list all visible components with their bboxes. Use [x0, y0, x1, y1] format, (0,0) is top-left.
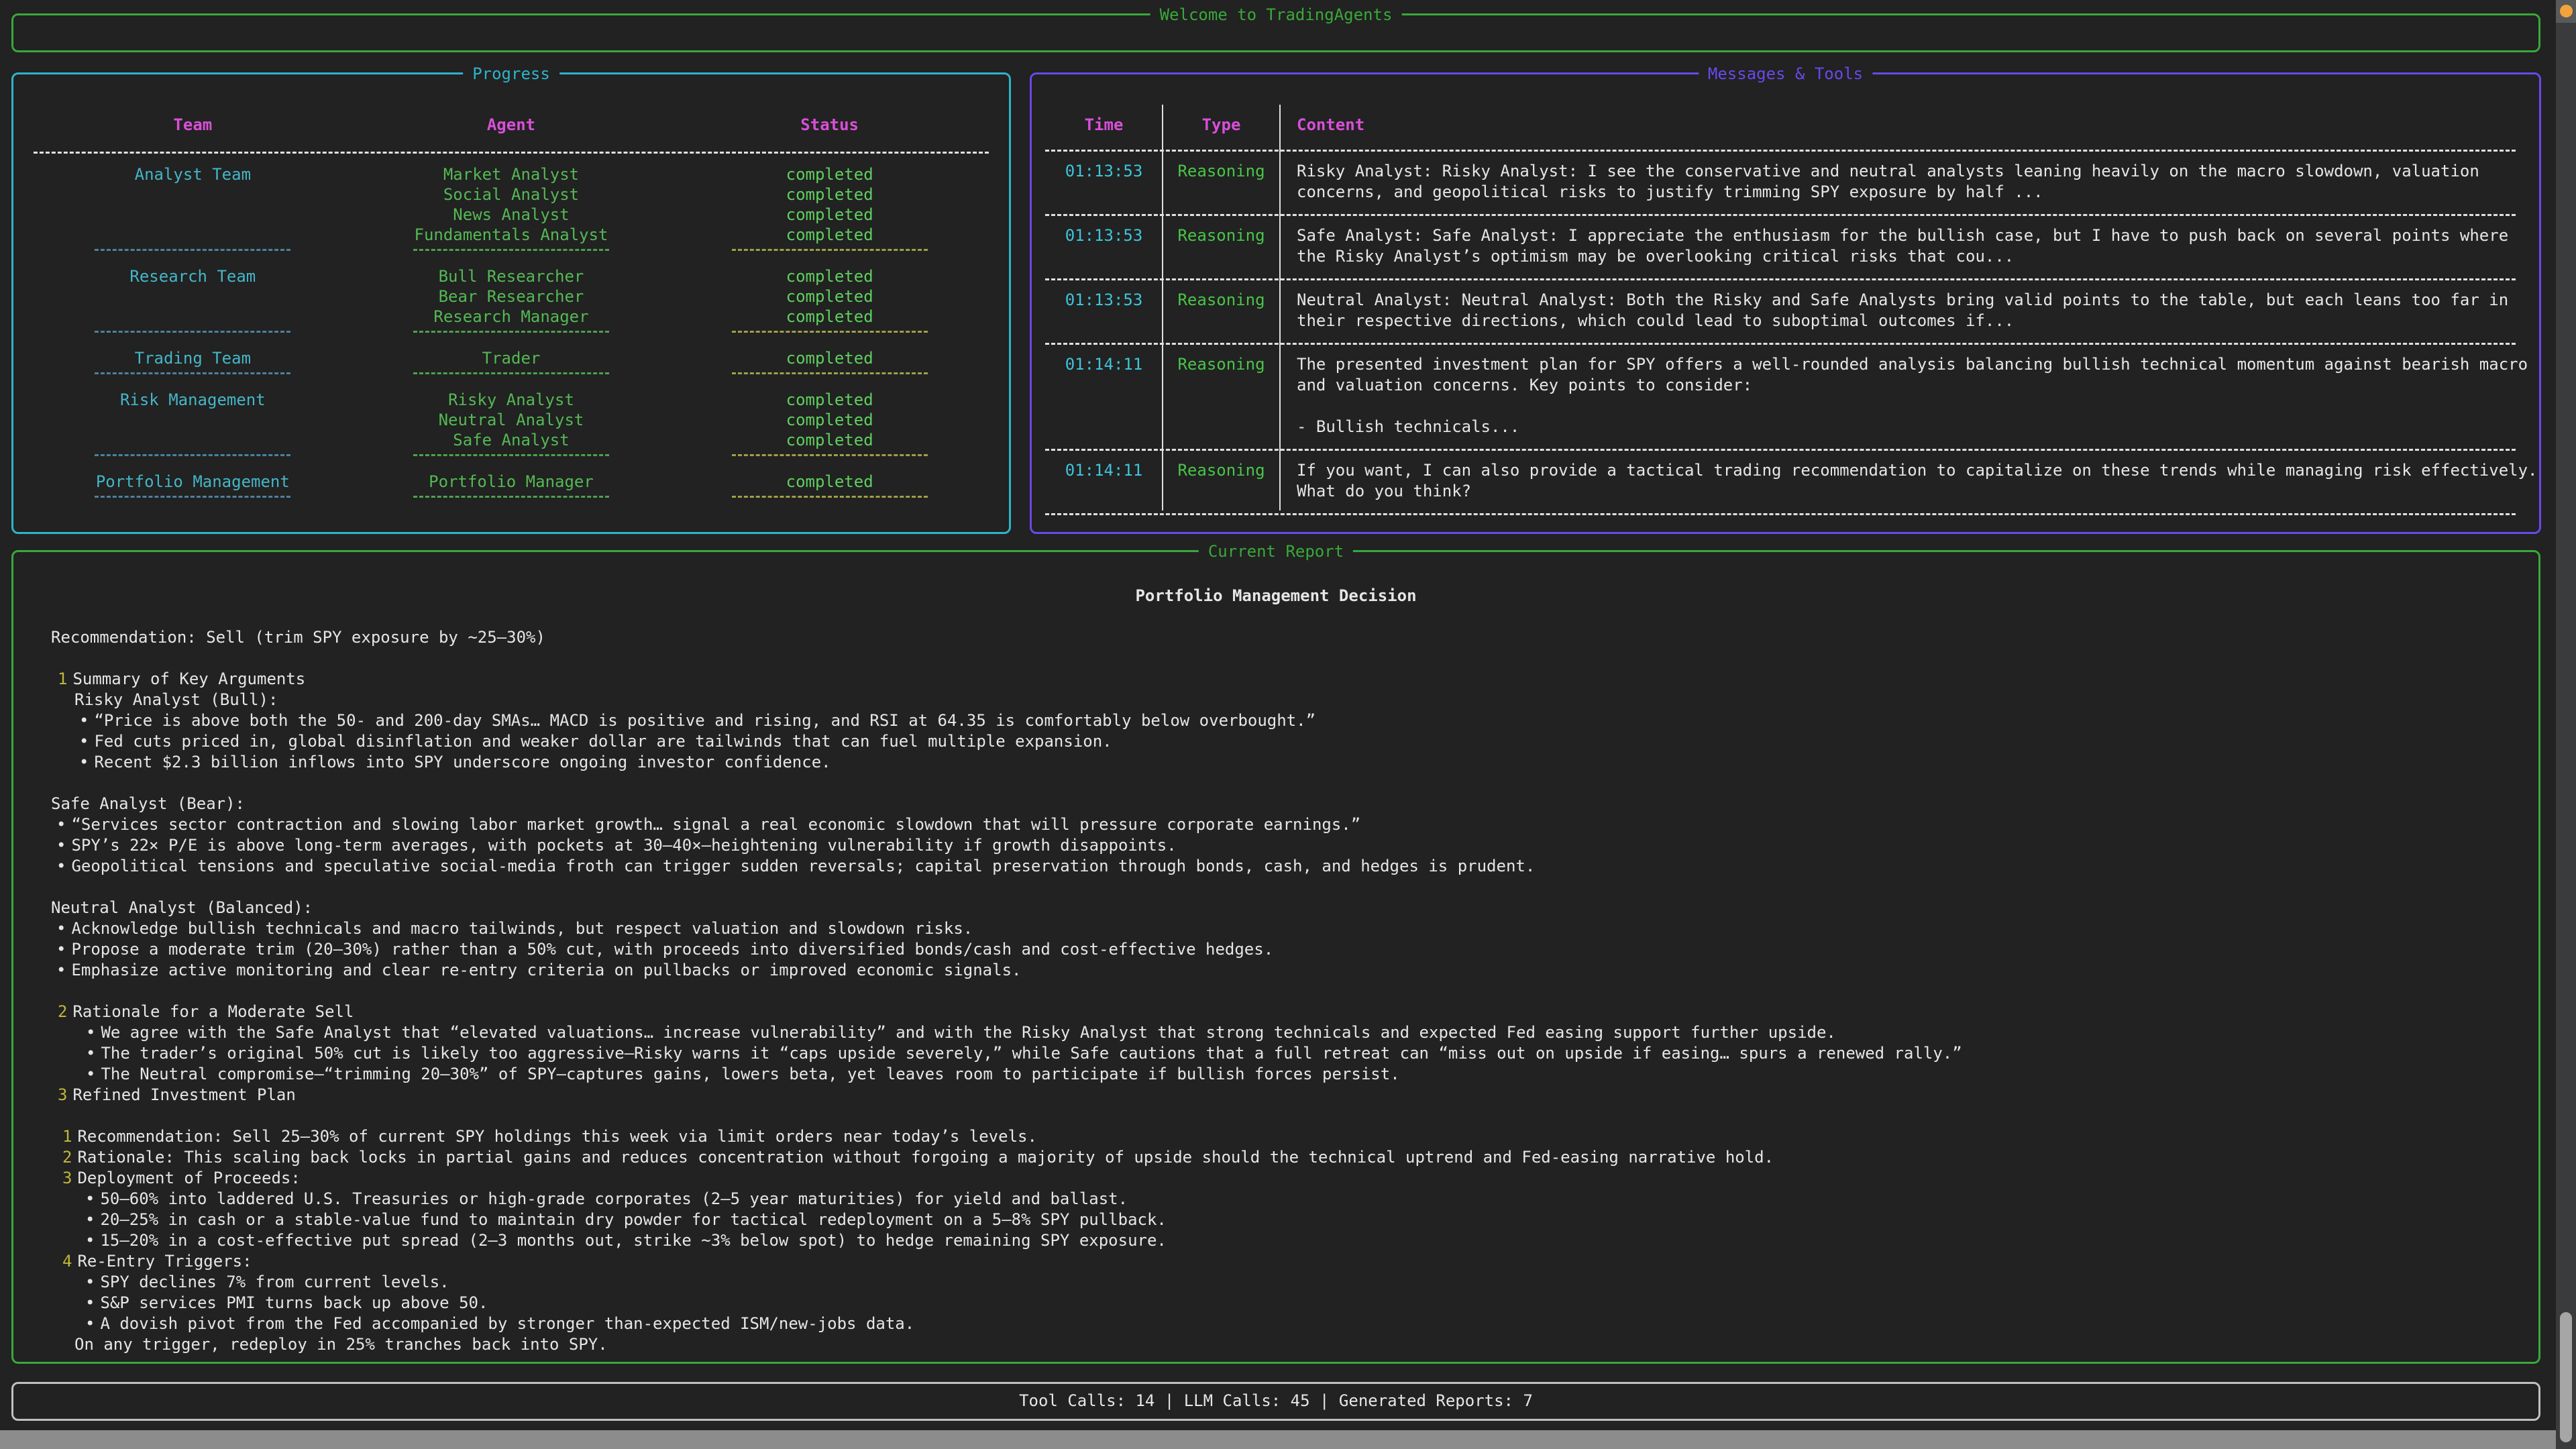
report-line-text: S&P services PMI turns back up above 50.	[100, 1293, 488, 1312]
bullet-icon: •	[85, 1231, 95, 1250]
separator-line	[413, 454, 609, 456]
desktop-edge	[0, 1430, 2556, 1449]
progress-agent-cell: Research Manager	[433, 307, 589, 326]
report-line-text: 50–60% into laddered U.S. Treasuries or high-grade corporates (2–5 year maturities) for yield and ballast.	[100, 1189, 1128, 1208]
progress-row	[34, 430, 989, 450]
bullet-icon: •	[85, 1189, 95, 1208]
progress-separator-cell	[670, 368, 989, 390]
messages-panel	[1030, 64, 2541, 534]
message-type: Reasoning	[1177, 226, 1265, 245]
progress-status-cell: completed	[786, 225, 873, 244]
notification-dot-icon	[2560, 5, 2573, 17]
progress-separator-cell	[352, 492, 671, 513]
list-number: 3	[58, 1085, 68, 1104]
messages-header-row	[1045, 115, 2516, 152]
message-content-line: If you want, I can also provide a tactical trading recommendation to capitalize on these trends while managing risk effectively.	[1297, 461, 2538, 480]
report-blank-line	[51, 877, 2501, 898]
report-line	[51, 1293, 2501, 1313]
report-line	[51, 752, 2501, 773]
progress-status-cell: completed	[786, 431, 873, 449]
message-type: Reasoning	[1177, 162, 1265, 180]
report-line-text: “Services sector contraction and slowing labor market growth… signal a real economic slowdown that will pressure corporate earnings.”	[71, 815, 1361, 834]
progress-separator-cell	[34, 450, 352, 472]
report-line-text: Emphasize active monitoring and clear re-entry criteria on pullbacks or improved economic signals.	[71, 961, 1022, 979]
report-line-text: “Price is above both the 50- and 200-day SMAs… MACD is positive and rising, and RSI at 64.35 is comfortably below overbought.”	[94, 711, 1316, 730]
report-line	[51, 690, 2501, 710]
message-type: Reasoning	[1177, 461, 1265, 480]
report-line-text: Re-Entry Triggers:	[77, 1252, 252, 1271]
report-panel	[11, 542, 2540, 1364]
message-time: 01:13:53	[1065, 290, 1143, 309]
report-line	[51, 794, 2501, 814]
separator-line	[413, 249, 609, 251]
progress-agent-cell: Social Analyst	[443, 185, 580, 204]
message-time: 01:14:11	[1065, 461, 1143, 480]
separator-line	[95, 331, 290, 333]
report-line-text: Safe Analyst (Bear):	[51, 794, 245, 813]
progress-separator-cell	[352, 450, 671, 472]
report-line	[51, 1085, 2501, 1106]
progress-agent-cell: Bear Researcher	[438, 287, 584, 306]
report-line	[51, 1147, 2501, 1168]
report-line	[51, 1210, 2501, 1230]
progress-team-cell: Portfolio Management	[95, 472, 290, 491]
progress-separator-cell	[34, 368, 352, 390]
progress-row	[34, 184, 989, 205]
bullet-icon: •	[56, 919, 66, 938]
progress-agent-cell: Neutral Analyst	[438, 411, 584, 429]
progress-col-header-team: Team	[173, 115, 213, 134]
message-content-line: Neutral Analyst: Neutral Analyst: Both the Risky and Safe Analysts bring valid points to the table, but each leans too far in	[1297, 290, 2509, 309]
bullet-icon: •	[56, 815, 66, 834]
report-line	[51, 856, 2501, 877]
report-line	[51, 1168, 2501, 1189]
report-line	[51, 1272, 2501, 1293]
progress-separator-cell	[34, 492, 352, 513]
progress-table	[34, 115, 989, 513]
message-type: Reasoning	[1177, 355, 1265, 374]
report-line	[51, 939, 2501, 960]
report-line-text: Recent $2.3 billion inflows into SPY underscore ongoing investor confidence.	[94, 753, 831, 771]
report-line	[51, 835, 2501, 856]
bullet-icon: •	[79, 711, 89, 730]
message-time: 01:13:53	[1065, 162, 1143, 180]
bullet-icon: •	[86, 1044, 96, 1063]
message-content	[1280, 290, 2516, 331]
progress-row	[34, 225, 989, 245]
report-line-text: The Neutral compromise—“trimming 20–30%” of SPY—captures gains, lowers beta, yet leaves room to participate if bullish forces persist.	[101, 1065, 1400, 1083]
progress-agent-cell: Portfolio Manager	[429, 472, 594, 491]
message-row	[1045, 152, 2516, 216]
bullet-icon: •	[85, 1273, 95, 1291]
report-line	[51, 918, 2501, 939]
list-number: 2	[62, 1148, 72, 1167]
report-line-text: A dovish pivot from the Fed accompanied by stronger than-expected ISM/new-jobs data.	[100, 1314, 915, 1333]
message-row	[1045, 280, 2516, 345]
report-line	[51, 814, 2501, 835]
progress-row	[34, 266, 989, 286]
progress-group-separator	[34, 492, 989, 513]
report-line	[51, 1313, 2501, 1334]
progress-group-separator	[34, 368, 989, 390]
message-content-line: The presented investment plan for SPY offers a well-rounded analysis balancing bullish technical momentum against bearish macro	[1297, 355, 2528, 374]
progress-agent-cell: News Analyst	[453, 205, 570, 224]
progress-status-cell: completed	[786, 307, 873, 326]
progress-row	[34, 348, 989, 368]
progress-separator-cell	[352, 327, 671, 348]
report-line-text: SPY’s 22× P/E is above long-term averages, with pockets at 30–40×—heightening vulnerability if growth disappoints.	[71, 836, 1177, 855]
progress-agent-cell: Trader	[482, 349, 541, 368]
bullet-icon: •	[86, 1023, 96, 1042]
progress-status-cell: completed	[786, 411, 873, 429]
report-line	[51, 1189, 2501, 1210]
progress-col-header-agent: Agent	[486, 115, 536, 134]
separator-line	[732, 454, 928, 456]
progress-row	[34, 286, 989, 307]
report-line	[51, 731, 2501, 752]
progress-group-separator	[34, 450, 989, 472]
bullet-icon: •	[79, 732, 89, 751]
progress-separator-cell	[352, 245, 671, 266]
progress-team-cell	[34, 430, 352, 450]
bullet-icon: •	[85, 1314, 95, 1333]
message-content	[1280, 161, 2516, 203]
progress-team-cell: Risk Management	[119, 390, 266, 409]
list-number: 4	[62, 1252, 72, 1271]
list-number: 1	[62, 1127, 72, 1146]
separator-line	[95, 496, 290, 498]
progress-row	[34, 410, 989, 430]
report-blank-line	[51, 606, 2501, 627]
scrollbar-track[interactable]	[2556, 0, 2576, 1449]
progress-team-cell: Analyst Team	[134, 165, 252, 184]
report-body	[51, 586, 2501, 1355]
report-line-text: Recommendation: Sell 25–30% of current SPY holdings this week via limit orders near today’s levels.	[77, 1127, 1037, 1146]
separator-line	[95, 454, 290, 456]
list-number: 3	[62, 1169, 72, 1187]
report-line	[51, 1230, 2501, 1251]
message-content-line: What do you think?	[1297, 482, 1472, 500]
messages-col-header-content: Content	[1297, 115, 1365, 134]
progress-separator-cell	[670, 450, 989, 472]
bullet-icon: •	[56, 857, 66, 875]
report-line-text: 15–20% in a cost-effective put spread (2–3 months out, strike ~3% below spot) to hedge remaining SPY exposure.	[100, 1231, 1167, 1250]
message-content-line: Safe Analyst: Safe Analyst: I appreciate the enthusiasm for the bullish case, but I have to push back on several points where	[1297, 226, 2509, 245]
report-line-text: Geopolitical tensions and speculative social-media froth can trigger sudden reversals; capital preservation through bonds, cash, and hedges is prudent.	[71, 857, 1536, 875]
progress-agent-cell: Fundamentals Analyst	[414, 225, 608, 244]
progress-team-cell	[34, 225, 352, 245]
message-time: 01:14:11	[1065, 355, 1143, 374]
message-content-line: the Risky Analyst’s optimism may be overlooking critical risks that cou...	[1297, 247, 2015, 266]
message-type: Reasoning	[1177, 290, 1265, 309]
progress-row	[34, 205, 989, 225]
welcome-panel	[11, 5, 2540, 52]
progress-separator-cell	[670, 327, 989, 348]
progress-header-row	[34, 115, 989, 135]
separator-line	[413, 331, 609, 333]
report-blank-line	[51, 1106, 2501, 1126]
messages-table	[1045, 115, 2538, 515]
report-line-text: Summary of Key Arguments	[72, 669, 306, 688]
separator-line	[732, 372, 928, 374]
report-line	[51, 1022, 2501, 1043]
report-line-text: Risky Analyst (Bull):	[74, 690, 278, 709]
report-line-text: Fed cuts priced in, global disinflation and weaker dollar are tailwinds that can fuel multiple expansion.	[94, 732, 1112, 751]
bullet-icon: •	[56, 961, 66, 979]
report-line	[51, 898, 2501, 918]
progress-group-separator	[34, 327, 989, 348]
list-number: 2	[58, 1002, 68, 1021]
progress-agent-cell: Market Analyst	[443, 165, 580, 184]
message-content	[1280, 460, 2538, 502]
bullet-icon: •	[85, 1210, 95, 1229]
report-line-text: Acknowledge bullish technicals and macro tailwinds, but respect valuation and slowdown risks.	[71, 919, 973, 938]
message-row	[1045, 451, 2538, 515]
report-heading: Portfolio Management Decision	[1135, 586, 1417, 605]
scroll-marker[interactable]	[2556, 0, 2576, 23]
report-line	[51, 1334, 2501, 1355]
message-content-line: their respective directions, which could lead to suboptimal outcomes if...	[1297, 311, 2015, 330]
progress-status-cell: completed	[786, 390, 873, 409]
report-line-text: On any trigger, redeploy in 25% tranches back into SPY.	[74, 1335, 608, 1354]
progress-team-cell	[34, 307, 352, 327]
separator-line	[95, 249, 290, 251]
report-line-text: Neutral Analyst (Balanced):	[51, 898, 313, 917]
message-time: 01:13:53	[1065, 226, 1143, 245]
separator-line	[95, 372, 290, 374]
progress-status-cell: completed	[786, 267, 873, 286]
bullet-icon: •	[85, 1293, 95, 1312]
report-line	[51, 627, 2501, 648]
message-content-line: - Bullish technicals...	[1297, 417, 1520, 436]
separator-line	[413, 372, 609, 374]
progress-team-cell: Research Team	[129, 267, 256, 286]
stats-bar: Tool Calls: 14 | LLM Calls: 45 | Generated Reports: 7	[1019, 1391, 1533, 1410]
report-line-text: SPY declines 7% from current levels.	[100, 1273, 449, 1291]
report-line-text: We agree with the Safe Analyst that “elevated valuations… increase vulnerability” and with the Risky Analyst that strong technicals and expected Fed easing support further upside.	[101, 1023, 1836, 1042]
list-number: 1	[58, 669, 68, 688]
report-blank-line	[51, 648, 2501, 669]
report-line	[51, 1043, 2501, 1064]
progress-table-body	[34, 154, 989, 513]
report-line	[51, 1002, 2501, 1022]
bullet-icon: •	[79, 753, 89, 771]
progress-status-cell: completed	[786, 472, 873, 491]
progress-team-cell: Trading Team	[134, 349, 252, 368]
report-line-text: Propose a moderate trim (20–30%) rather than a 50% cut, with proceeds into diversified bonds/cash and cost-effective hedges.	[71, 940, 1274, 959]
report-line	[51, 1251, 2501, 1272]
report-panel-title: Current Report	[1199, 541, 1353, 561]
report-line-text: Rationale: This scaling back locks in partial gains and reduces concentration without forgoing a majority of upside should the technical uptrend and Fed-easing narrative hold.	[77, 1148, 1774, 1167]
progress-agent-cell: Bull Researcher	[438, 267, 584, 286]
progress-row	[34, 307, 989, 327]
progress-row	[34, 164, 989, 184]
bullet-icon: •	[56, 940, 66, 959]
separator-line	[732, 331, 928, 333]
scrollbar-thumb[interactable]	[2560, 1312, 2572, 1442]
report-blank-line	[51, 981, 2501, 1002]
separator-line	[732, 496, 928, 498]
progress-separator-cell	[352, 368, 671, 390]
progress-panel	[11, 64, 1011, 534]
report-line-text: Rationale for a Moderate Sell	[72, 1002, 354, 1021]
progress-status-cell: completed	[786, 349, 873, 368]
report-line	[51, 1064, 2501, 1085]
progress-row	[34, 472, 989, 492]
progress-separator-cell	[34, 327, 352, 348]
progress-status-cell: completed	[786, 205, 873, 224]
progress-row	[34, 390, 989, 410]
footer-panel	[11, 1382, 2540, 1421]
progress-group-separator	[34, 245, 989, 266]
report-line-text: Recommendation: Sell (trim SPY exposure by ~25–30%)	[51, 628, 545, 647]
report-line	[51, 710, 2501, 731]
messages-col-header-time: Time	[1084, 115, 1124, 134]
report-line-text: Refined Investment Plan	[72, 1085, 296, 1104]
report-line	[51, 1126, 2501, 1147]
message-content-line: and valuation concerns. Key points to consider:	[1297, 376, 1753, 394]
message-content	[1280, 354, 2528, 437]
progress-col-header-status: Status	[800, 115, 859, 134]
progress-agent-cell: Safe Analyst	[453, 431, 570, 449]
message-content-line: Risky Analyst: Risky Analyst: I see the conservative and neutral analysts leaning heavily on the macro slowdown, valuation	[1297, 162, 2479, 180]
report-line-text: 20–25% in cash or a stable-value fund to maintain dry powder for tactical redeployment on a 5–8% SPY pullback.	[100, 1210, 1167, 1229]
progress-panel-title: Progress	[463, 64, 559, 84]
progress-separator-cell	[670, 492, 989, 513]
separator-line	[413, 496, 609, 498]
message-row	[1045, 216, 2516, 280]
report-line	[51, 960, 2501, 981]
progress-status-cell: completed	[786, 165, 873, 184]
progress-separator-cell	[34, 245, 352, 266]
progress-team-cell	[34, 410, 352, 430]
progress-status-cell: completed	[786, 287, 873, 306]
progress-team-cell	[34, 286, 352, 307]
message-content-line: concerns, and geopolitical risks to justify trimming SPY exposure by half ...	[1297, 182, 2043, 201]
report-line-text: Deployment of Proceeds:	[77, 1169, 301, 1187]
report-line-text: The trader’s original 50% cut is likely too aggressive—Risky warns it “caps upside severely,” while Safe cautions that a full retreat can “miss out on upside if easing… spurs a renewed rally.”	[101, 1044, 1962, 1063]
message-content	[1280, 225, 2516, 267]
report-blank-line	[51, 773, 2501, 794]
bullet-icon: •	[56, 836, 66, 855]
progress-team-cell	[34, 184, 352, 205]
progress-team-cell	[34, 205, 352, 225]
message-content-line	[1297, 396, 2528, 417]
message-row	[1045, 345, 2528, 451]
messages-col-header-type: Type	[1201, 115, 1241, 134]
separator-line	[732, 249, 928, 251]
report-line	[51, 669, 2501, 690]
bullet-icon: •	[86, 1065, 96, 1083]
progress-separator-cell	[670, 245, 989, 266]
messages-panel-title: Messages & Tools	[1699, 64, 1872, 84]
welcome-title: Welcome to TradingAgents	[1150, 5, 1402, 25]
progress-agent-cell: Risky Analyst	[448, 390, 574, 409]
progress-status-cell: completed	[786, 185, 873, 204]
